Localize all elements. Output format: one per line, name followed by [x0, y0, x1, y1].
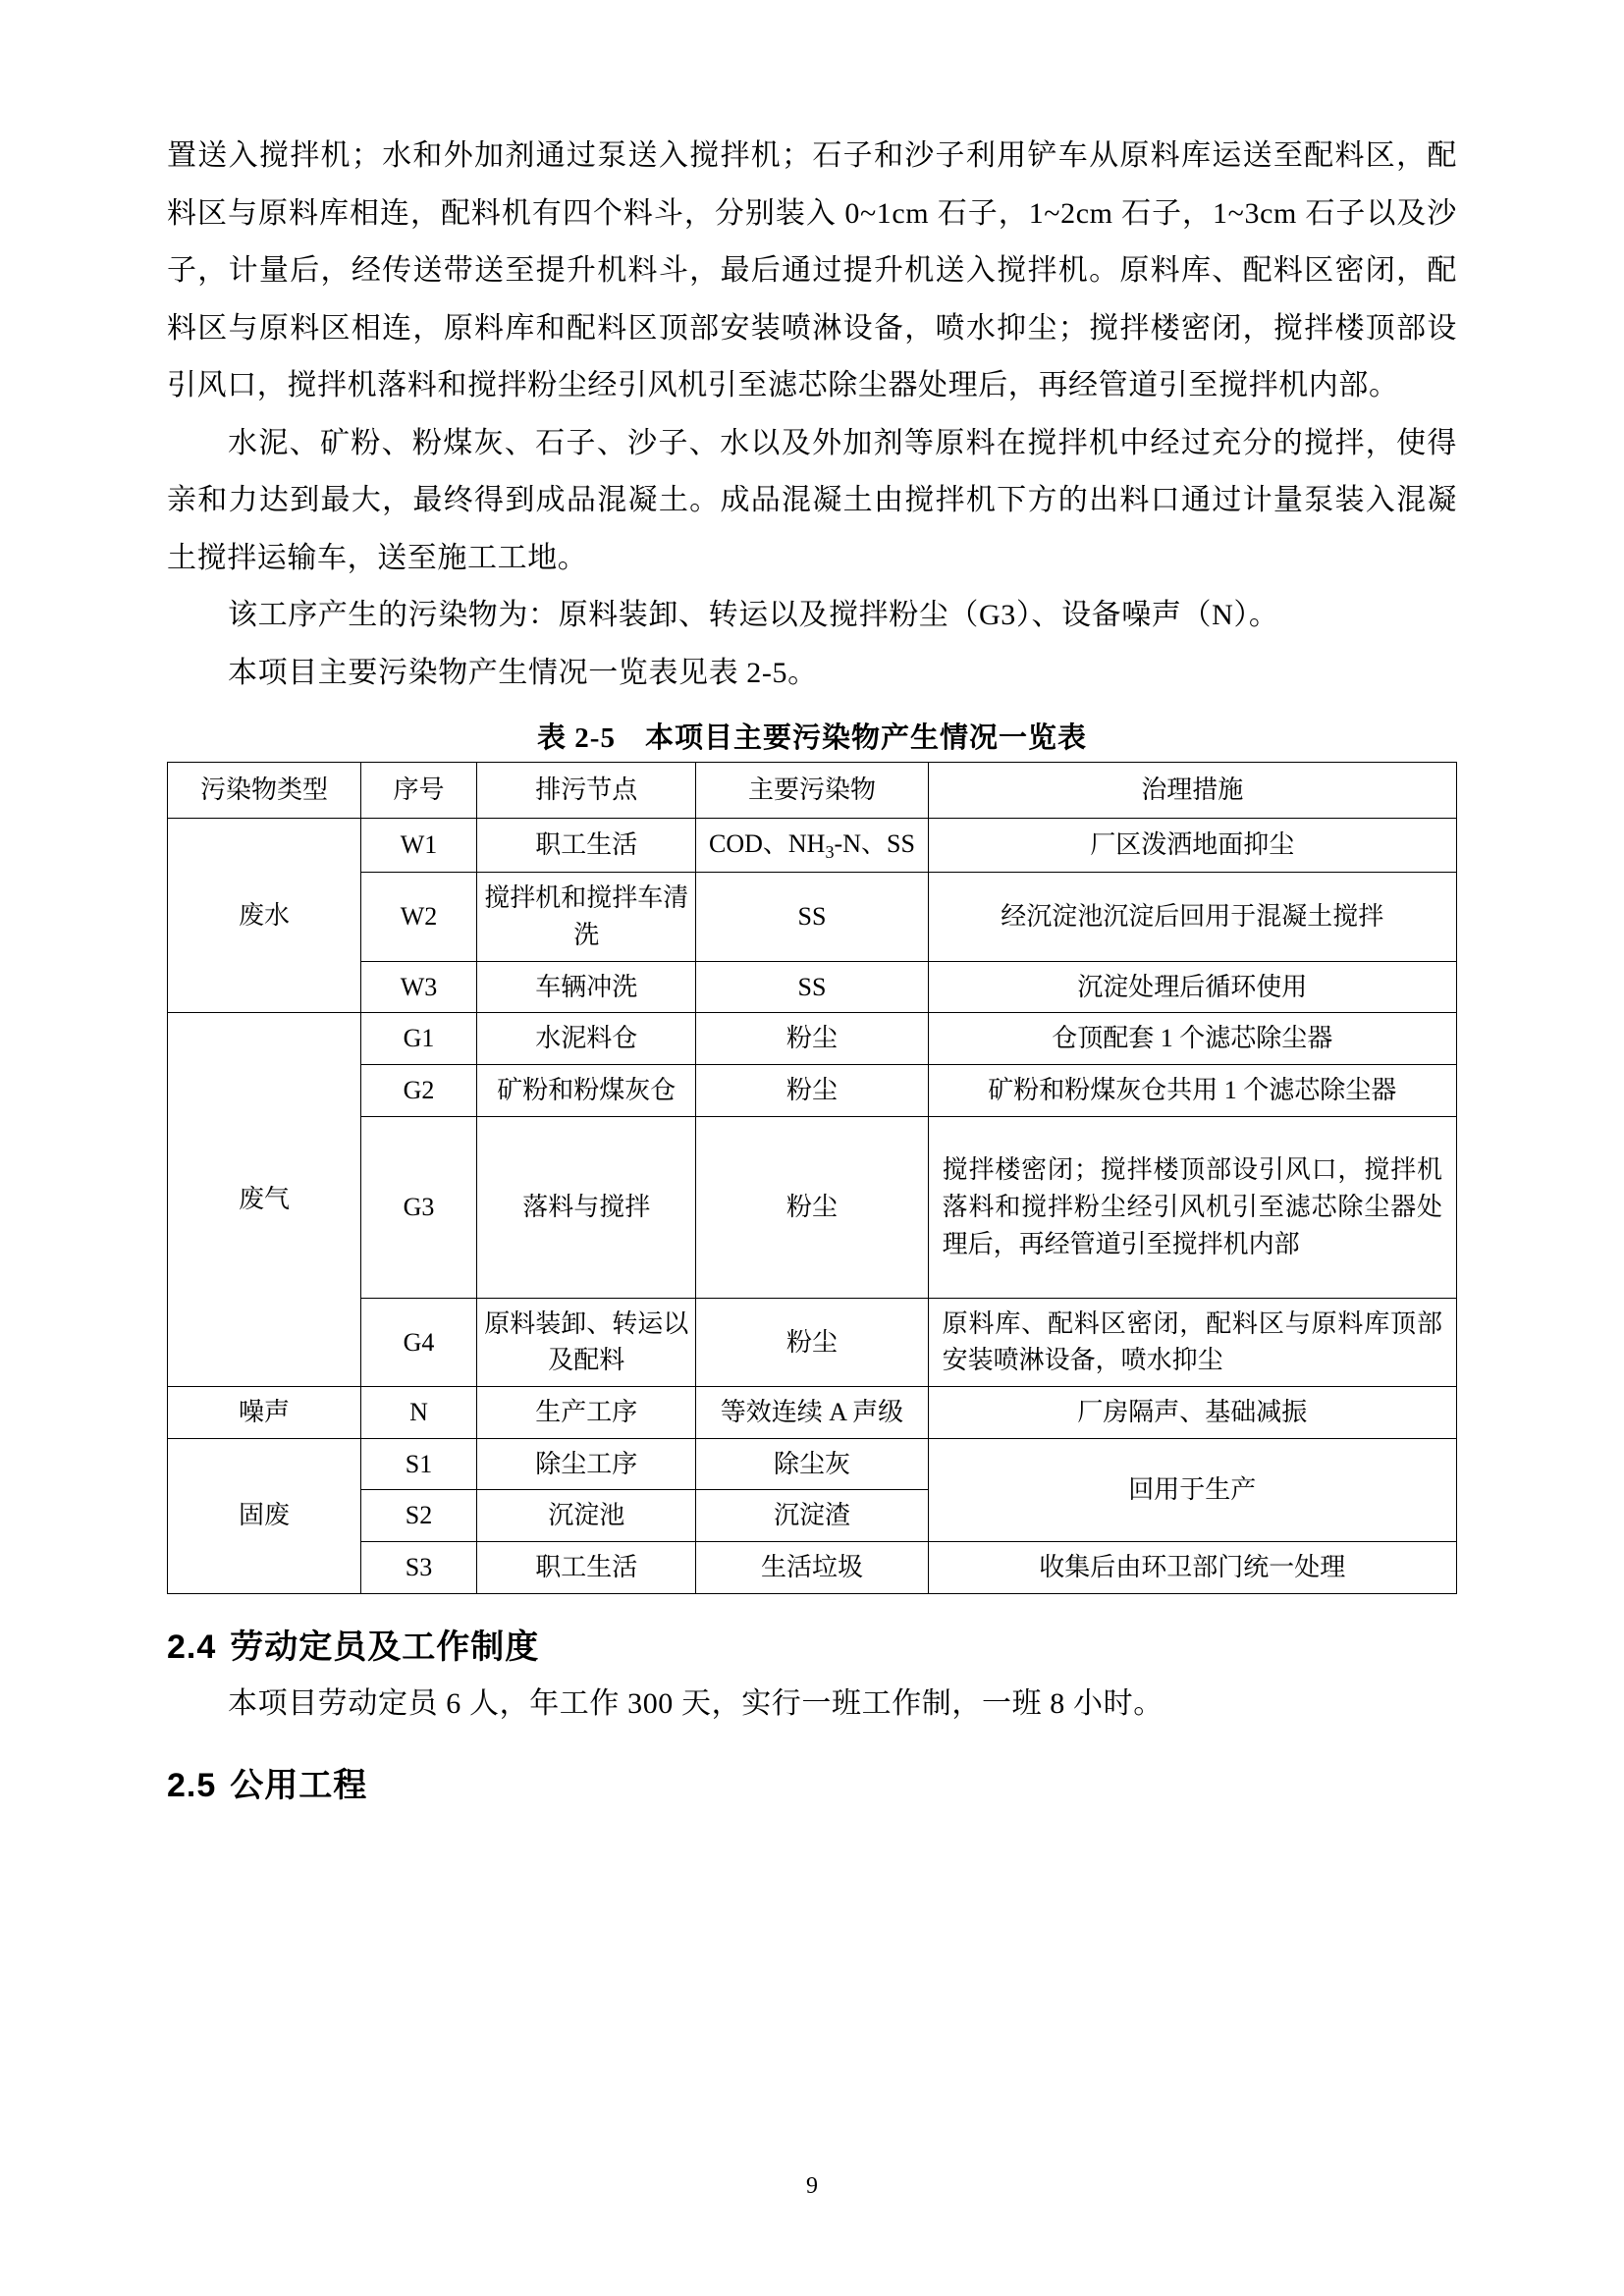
table-caption-number: 表 2-5: [537, 722, 616, 754]
table-row: [168, 873, 1457, 961]
cell-serial-number: G2: [360, 1065, 476, 1117]
header-treatment-measure: 治理措施: [928, 763, 1456, 819]
section-body-2-4: [167, 1676, 1457, 1734]
table-row: [168, 1438, 1457, 1490]
cell-discharge-node: 职工生活: [477, 818, 696, 873]
cell-serial-number: N: [360, 1387, 476, 1439]
cell-main-pollutant: SS: [696, 961, 928, 1013]
cell-serial-number: S1: [360, 1438, 476, 1490]
header-serial-number: 序号: [360, 763, 476, 819]
table-caption-text: 本项目主要污染物产生情况一览表: [644, 722, 1087, 754]
cell-pollutant-type: 噪声: [168, 1387, 361, 1439]
cell-serial-number: W1: [360, 818, 476, 873]
cell-main-pollutant: 生活垃圾: [696, 1542, 928, 1594]
cell-treatment-measure: 厂房隔声、基础减振: [928, 1387, 1456, 1439]
section-title: 劳动定员及工作制度: [230, 1629, 540, 1666]
cell-serial-number: W2: [360, 873, 476, 961]
section-number: 2.5: [167, 1767, 217, 1805]
cell-pollutant-type: 固废: [168, 1438, 361, 1593]
section-number: 2.4: [167, 1628, 217, 1666]
header-pollutant-type: 污染物类型: [168, 763, 361, 819]
cell-pollutant-type: 废水: [168, 818, 361, 1013]
cell-discharge-node: 水泥料仓: [477, 1013, 696, 1065]
cell-discharge-node: 生产工序: [477, 1387, 696, 1439]
section-heading-2-4: [167, 1620, 1457, 1668]
pollutant-summary-table: [167, 762, 1457, 1594]
cell-discharge-node: 除尘工序: [477, 1438, 696, 1490]
cell-discharge-node: 搅拌机和搅拌车清洗: [477, 873, 696, 961]
table-row: [168, 1065, 1457, 1117]
cell-discharge-node: 落料与搅拌: [477, 1116, 696, 1298]
cell-main-pollutant: SS: [696, 873, 928, 961]
paragraph-table-reference: 本项目主要污染物产生情况一览表见表 2-5。: [228, 656, 818, 689]
table-row: [168, 1387, 1457, 1439]
paragraph-continuation: 置送入搅拌机；水和外加剂通过泵送入搅拌机；石子和沙子利用铲车从原料库运送至配料区，配料区与原料库相连，配料机有四个料斗，分别装入 0~1cm 石子，1~2cm 石子，1~3cm 石子以及沙子，计量后，经传送带送至提升机料斗，最后通过提升机送入搅拌机。原料库、配料区密闭，配料区与原料区相连，原料库和配料区顶部安装喷淋设备，喷水抑尘；搅拌楼密闭，搅拌楼顶部设引风口，搅拌机落料和搅拌粉尘经引风机引至滤芯除尘器处理后，再经管道引至搅拌机内部。: [167, 139, 1457, 401]
cell-main-pollutant: 等效连续 A 声级: [696, 1387, 928, 1439]
cell-serial-number: G1: [360, 1013, 476, 1065]
cell-serial-number: W3: [360, 961, 476, 1013]
cell-treatment-measure: 回用于生产: [928, 1438, 1456, 1541]
cell-pollutant-type: 废气: [168, 1013, 361, 1387]
section-heading-2-5: [167, 1758, 1457, 1806]
cell-serial-number: S3: [360, 1542, 476, 1594]
table-caption: [167, 716, 1457, 756]
table-row: [168, 1013, 1457, 1065]
cell-discharge-node: 原料装卸、转运以及配料: [477, 1298, 696, 1386]
page-number: 9: [806, 2173, 818, 2199]
section-title: 公用工程: [230, 1768, 368, 1805]
cell-discharge-node: 职工生活: [477, 1542, 696, 1594]
table-row: [168, 1542, 1457, 1594]
cell-main-pollutant: 粉尘: [696, 1298, 928, 1386]
cell-treatment-measure: 收集后由环卫部门统一处理: [928, 1542, 1456, 1594]
table-header-row: [168, 763, 1457, 819]
cell-treatment-measure: 厂区泼洒地面抑尘: [928, 818, 1456, 873]
table-row: [168, 818, 1457, 873]
cell-treatment-measure: 经沉淀池沉淀后回用于混凝土搅拌: [928, 873, 1456, 961]
body-text-block: [167, 128, 1457, 702]
cell-treatment-measure: 搅拌楼密闭；搅拌楼顶部设引风口，搅拌机落料和搅拌粉尘经引风机引至滤芯除尘器处理后，再经管道引至搅拌机内部: [928, 1116, 1456, 1298]
cell-discharge-node: 矿粉和粉煤灰仓: [477, 1065, 696, 1117]
cell-main-pollutant: COD、$NH_3-N$、SS: [696, 818, 928, 873]
table-row: [168, 961, 1457, 1013]
cell-main-pollutant: 粉尘: [696, 1013, 928, 1065]
cell-treatment-measure: 沉淀处理后循环使用: [928, 961, 1456, 1013]
cell-main-pollutant: 除尘灰: [696, 1438, 928, 1490]
header-main-pollutant: 主要污染物: [696, 763, 928, 819]
cell-treatment-measure: 原料库、配料区密闭，配料区与原料库顶部安装喷淋设备，喷水抑尘: [928, 1298, 1456, 1386]
cell-main-pollutant: 粉尘: [696, 1065, 928, 1117]
header-discharge-node: 排污节点: [477, 763, 696, 819]
cell-discharge-node: 沉淀池: [477, 1490, 696, 1542]
cell-serial-number: G3: [360, 1116, 476, 1298]
cell-treatment-measure: 矿粉和粉煤灰仓共用 1 个滤芯除尘器: [928, 1065, 1456, 1117]
cell-serial-number: G4: [360, 1298, 476, 1386]
cell-serial-number: S2: [360, 1490, 476, 1542]
cell-main-pollutant: 沉淀渣: [696, 1490, 928, 1542]
paragraph-mixing: 水泥、矿粉、粉煤灰、石子、沙子、水以及外加剂等原料在搅拌机中经过充分的搅拌，使得亲和力达到最大，最终得到成品混凝土。成品混凝土由搅拌机下方的出料口通过计量泵装入混凝土搅拌运输车，送至施工工地。: [167, 426, 1457, 574]
cell-main-pollutant: 粉尘: [696, 1116, 928, 1298]
cell-treatment-measure: 仓顶配套 1 个滤芯除尘器: [928, 1013, 1456, 1065]
cell-discharge-node: 车辆冲洗: [477, 961, 696, 1013]
table-row: [168, 1298, 1457, 1386]
table-row: [168, 1116, 1457, 1298]
paragraph-pollutants: 该工序产生的污染物为：原料装卸、转运以及搅拌粉尘（G3）、设备噪声（N）。: [228, 599, 1279, 631]
paragraph-staffing: 本项目劳动定员 6 人，年工作 300 天，实行一班工作制，一班 8 小时。: [228, 1686, 1164, 1720]
